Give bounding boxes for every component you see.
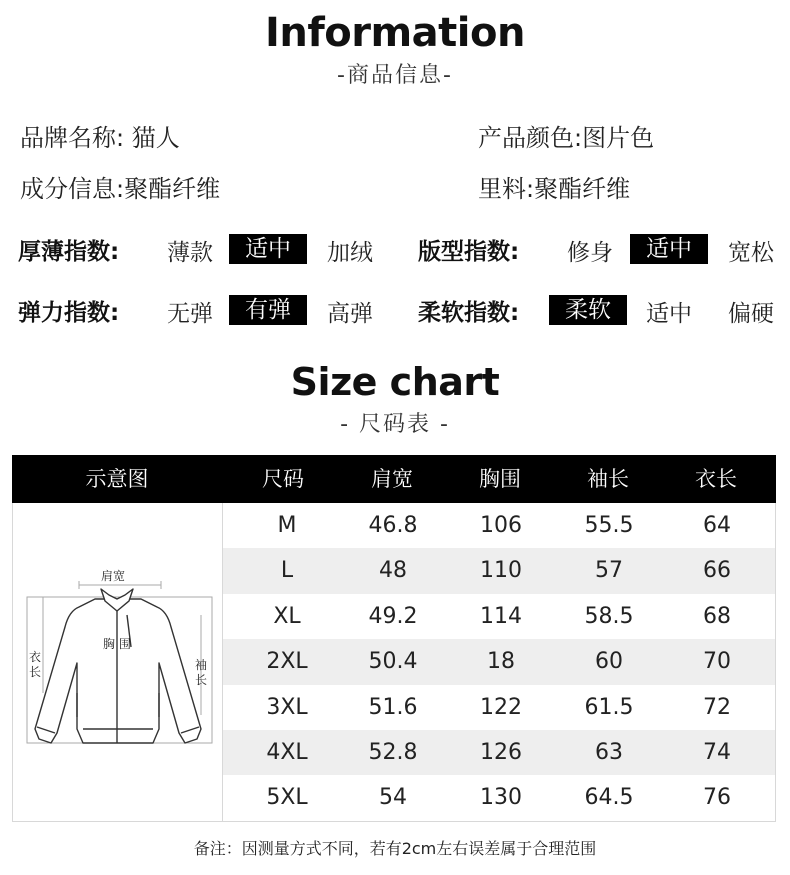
- diagram-label-sleeve-1: 袖: [195, 658, 208, 672]
- cell-size: 5XL: [266, 785, 308, 811]
- fit-option-slim: 修身: [567, 240, 613, 266]
- cell-chest: 110: [480, 558, 522, 584]
- elasticity-option-none: 无弹: [167, 301, 213, 327]
- cell-size: M: [277, 513, 297, 538]
- elasticity-index-label: 弹力指数:: [18, 300, 120, 326]
- cell-chest: 122: [480, 694, 522, 720]
- cell-length: 76: [703, 785, 731, 811]
- thickness-option-medium: 适中: [229, 234, 307, 264]
- table-row: [223, 548, 775, 593]
- fit-option-loose: 宽松: [728, 240, 774, 266]
- cell-size: 2XL: [266, 649, 308, 675]
- cell-size: XL: [273, 603, 301, 629]
- cell-chest: 126: [480, 740, 522, 765]
- cell-chest: 106: [480, 513, 522, 538]
- fit-option-regular: 适中: [630, 234, 708, 264]
- header-chest: 胸围: [479, 467, 521, 491]
- table-row: [223, 730, 775, 775]
- size-chart-subtitle: - 尺码表 -: [340, 412, 450, 437]
- cell-size: 3XL: [266, 694, 308, 720]
- cell-length: 70: [703, 649, 731, 675]
- header-diagram: 示意图: [85, 467, 149, 491]
- cell-length: 64: [703, 513, 731, 538]
- cell-shoulder: 46.8: [368, 513, 418, 538]
- header-sleeve: 袖长: [587, 467, 629, 491]
- cell-sleeve: 55.5: [584, 513, 634, 538]
- jacket-diagram-icon: [13, 503, 222, 821]
- color-field: 产品颜色:图片色: [478, 124, 655, 152]
- cell-sleeve: 58.5: [584, 603, 634, 629]
- cell-size: 4XL: [266, 740, 308, 765]
- jacket-diagram-cell: [13, 503, 223, 821]
- header-size: 尺码: [262, 467, 304, 491]
- diagram-label-chest: 胸 围: [103, 637, 131, 651]
- cell-shoulder: 54: [379, 785, 407, 811]
- table-row: [223, 594, 775, 639]
- cell-shoulder: 52.8: [368, 740, 418, 765]
- cell-shoulder: 51.6: [368, 694, 418, 720]
- cell-length: 72: [703, 694, 731, 720]
- diagram-label-sleeve-2: 长: [195, 673, 208, 687]
- cell-sleeve: 60: [595, 649, 623, 675]
- cell-size: L: [280, 558, 294, 584]
- size-chart-title: Size chart: [290, 360, 500, 404]
- information-subtitle: -商品信息-: [337, 63, 453, 88]
- footnote: 备注：因测量方式不同，若有2cm左右误差属于合理范围: [193, 839, 597, 858]
- thickness-option-fleece: 加绒: [327, 240, 373, 266]
- cell-sleeve: 61.5: [584, 694, 634, 720]
- fit-index-label: 版型指数:: [418, 239, 520, 265]
- thickness-index-label: 厚薄指数:: [18, 239, 120, 265]
- brand-field: 品牌名称: 猫人: [20, 124, 180, 152]
- softness-option-hard: 偏硬: [728, 301, 774, 327]
- diagram-label-shoulder: 肩宽: [101, 569, 126, 583]
- cell-chest: 18: [487, 649, 515, 675]
- elasticity-option-high: 高弹: [327, 301, 373, 327]
- elasticity-option-some: 有弹: [229, 295, 307, 325]
- cell-length: 68: [703, 603, 731, 629]
- size-table-header: [12, 455, 776, 503]
- size-table: [12, 503, 776, 822]
- header-length: 衣长: [695, 467, 737, 491]
- softness-index-label: 柔软指数:: [418, 300, 520, 326]
- softness-option-soft: 柔软: [549, 295, 627, 325]
- cell-sleeve: 57: [595, 558, 623, 584]
- table-row: [223, 503, 775, 548]
- lining-field: 里料:聚酯纤维: [478, 175, 631, 203]
- cell-shoulder: 49.2: [368, 603, 418, 629]
- cell-chest: 114: [480, 603, 522, 629]
- header-shoulder: 肩宽: [371, 467, 413, 491]
- softness-option-medium: 适中: [646, 301, 692, 327]
- information-title: Information: [265, 10, 525, 56]
- cell-shoulder: 50.4: [368, 649, 418, 675]
- cell-shoulder: 48: [379, 558, 407, 584]
- table-row: [223, 639, 775, 684]
- composition-field: 成分信息:聚酯纤维: [20, 175, 221, 203]
- cell-length: 66: [703, 558, 731, 584]
- thickness-option-thin: 薄款: [167, 240, 213, 266]
- diagram-label-length-1: 衣: [29, 650, 42, 664]
- table-row: [223, 775, 775, 820]
- cell-sleeve: 64.5: [584, 785, 634, 811]
- cell-sleeve: 63: [595, 740, 623, 765]
- cell-chest: 130: [480, 785, 522, 811]
- table-row: [223, 685, 775, 730]
- diagram-label-length-2: 长: [29, 665, 42, 679]
- cell-length: 74: [703, 740, 731, 765]
